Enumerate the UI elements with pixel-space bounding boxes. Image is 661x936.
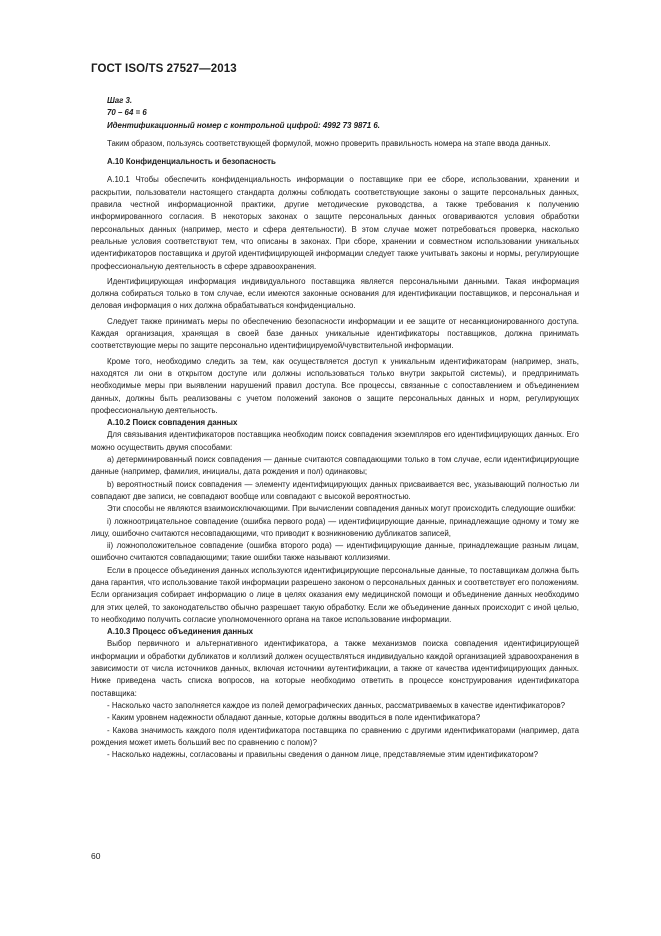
- list-item-a: a) детерминированный поиск совпадения — данные считаются совпадающими только в том случае, если идентифицирующие данные (например, фамилия, инициалы, дата рождения и пол) одинаковы;: [91, 455, 579, 477]
- list-item-ii: ii) ложноположительное совпадение (ошибка второго рода) — идентифицирующие данные, принадлежащие разным лицам, ошибочно считаются совпадающими; такие ошибки также называют коллизиями.: [91, 541, 579, 563]
- document-body: [91, 95, 579, 761]
- question-item: - Насколько часто заполняется каждое из полей демографических данных, рассматриваемых в качестве идентификаторов?: [107, 700, 566, 710]
- step-calculation: 70 – 64 = 6: [107, 108, 147, 118]
- section-a102-paragraph: Для связывания идентификаторов поставщика необходим поиск совпадения экземпляров его идентифицирующих данных. Его можно осуществить двумя способами:: [91, 430, 579, 452]
- intro-paragraph: Таким образом, пользуясь соответствующей формулой, можно проверить правильность номера на этапе ввода данных.: [107, 138, 551, 148]
- section-a10-paragraph: Следует также принимать меры по обеспечению безопасности информации и ее защите от несанкционированного доступа. Каждая организация, хранящая в своей базе данных уникальные идентификаторы поставщиков, должна принимать соответствующие меры по защите персонально идентифицируемой/чувствительной информации.: [91, 316, 579, 351]
- section-a10-paragraph: А.10.1 Чтобы обеспечить конфиденциальность информации о поставщике при ее сборе, использовании, хранении и раскрытии, пользователи настоящего стандарта должны соблюдать соответствующие законы о защите персональных данных, правила честной информационной практики, другие методические руководства, а также требования к получению информированного согласия. В некоторых законах о защите персональных данных оговариваются условия обработки персональных данных (например, место и сфера деятельности). В этом случае может потребоваться проверка, насколько реальные условия соответствуют тем, что описаны в законах. При сборе, хранении и совместном использовании уникальных идентификаторов поставщика и другой идентифицирующей информации следует также учитывать законы и нормы, регулирующие профессиональную деятельность в сфере здравоохранения.: [91, 175, 579, 271]
- step-result: Идентификационный номер с контрольной цифрой: 4992 73 9871 6.: [107, 120, 380, 130]
- list-item-b: b) вероятностный поиск совпадения — элементу идентифицирующих данных присваивается вес, указывающий полностью ли совпадают две записи, не совпадают вообще или совпадают с высокой вероятностью.: [91, 479, 579, 501]
- section-a10-heading: А.10 Конфиденциальность и безопасность: [107, 157, 276, 167]
- section-a10-paragraph: Идентифицирующая информация индивидуального поставщика является персональными данными. Такая информация должна собираться только в том случае, если имеются законные основания для идентификации поставщиков, и персональная и деловая информация о них должна обрабатываться конфиденциально.: [91, 276, 579, 311]
- page-header-title: ГОСТ ISO/TS 27527—2013: [91, 63, 237, 75]
- section-a102-paragraph: Эти способы не являются взаимоисключающими. При вычислении совпадения данных могут происходить следующие ошибки:: [107, 504, 576, 514]
- section-a103-heading: А.10.3 Процесс объединения данных: [107, 627, 254, 637]
- section-a102-heading: А.10.2 Поиск совпадения данных: [107, 418, 238, 428]
- section-a102-paragraph: Если в процессе объединения данных используются идентифицирующие персональные данные, то поставщикам должна быть дана гарантия, что использование такой информации разрешено законом о персональных данных и соответствует его положениям. Если организация собирает информацию о лице в целях оказания ему медицинской помощи и объединение данных необходимо для этих целей, то законодательство обычно разрешает такую обработку. Если же объединение данных происходит с иной целью, то необходимо получить согласие уполномоченного органа на такое использование информации.: [91, 565, 579, 624]
- section-a103-paragraph: Выбор первичного и альтернативного идентификатора, а также механизмов поиска совпадения идентифицирующей информации и обработки дубликатов и коллизий должен осуществляться индивидуально каждой организацией здравоохранения в зависимости от числа источников данных, включая источники аутентификации, а также от качества идентифицирующих данных. Ниже приведена часть списка вопросов, на которые необходимо ответить в процессе конструирования идентификатора поставщика:: [91, 639, 579, 698]
- list-item-i: i) ложноотрицательное совпадение (ошибка первого рода) — идентифицирующие данные, принадлежащие одному и тому же лицу, ошибочно считаются несовпадающими, что приводит к возникновению дубликатов записей,: [91, 516, 579, 538]
- question-item: - Какова значимость каждого поля идентификатора поставщика по сравнению с другими идентификаторами (например, дата рождения может иметь больший вес по сравнению с полом)?: [91, 725, 579, 747]
- question-item: - Каким уровнем надежности обладают данные, которые должны вводиться в поле идентификатора?: [107, 713, 481, 723]
- section-a10-paragraph: Кроме того, необходимо следить за тем, как осуществляется доступ к уникальным идентификаторам (например, знать, находятся ли они в открытом доступе или должны использоваться только внутри закрытой системы), и предпринимать необходимые меры при выявлении нарушений правил доступа. Все процессы, связанные с сопоставлением и объединением данных, должны быть реализованы с учетом положений законов о защите персональных данных и норм, регулирующих профессиональную деятельность.: [91, 356, 579, 415]
- step-label: Шаг 3.: [107, 96, 133, 105]
- page-number: 60: [91, 851, 101, 861]
- question-item: - Насколько надежны, согласованы и правильны сведения о данном лице, представляемые этим идентификатором?: [107, 750, 539, 760]
